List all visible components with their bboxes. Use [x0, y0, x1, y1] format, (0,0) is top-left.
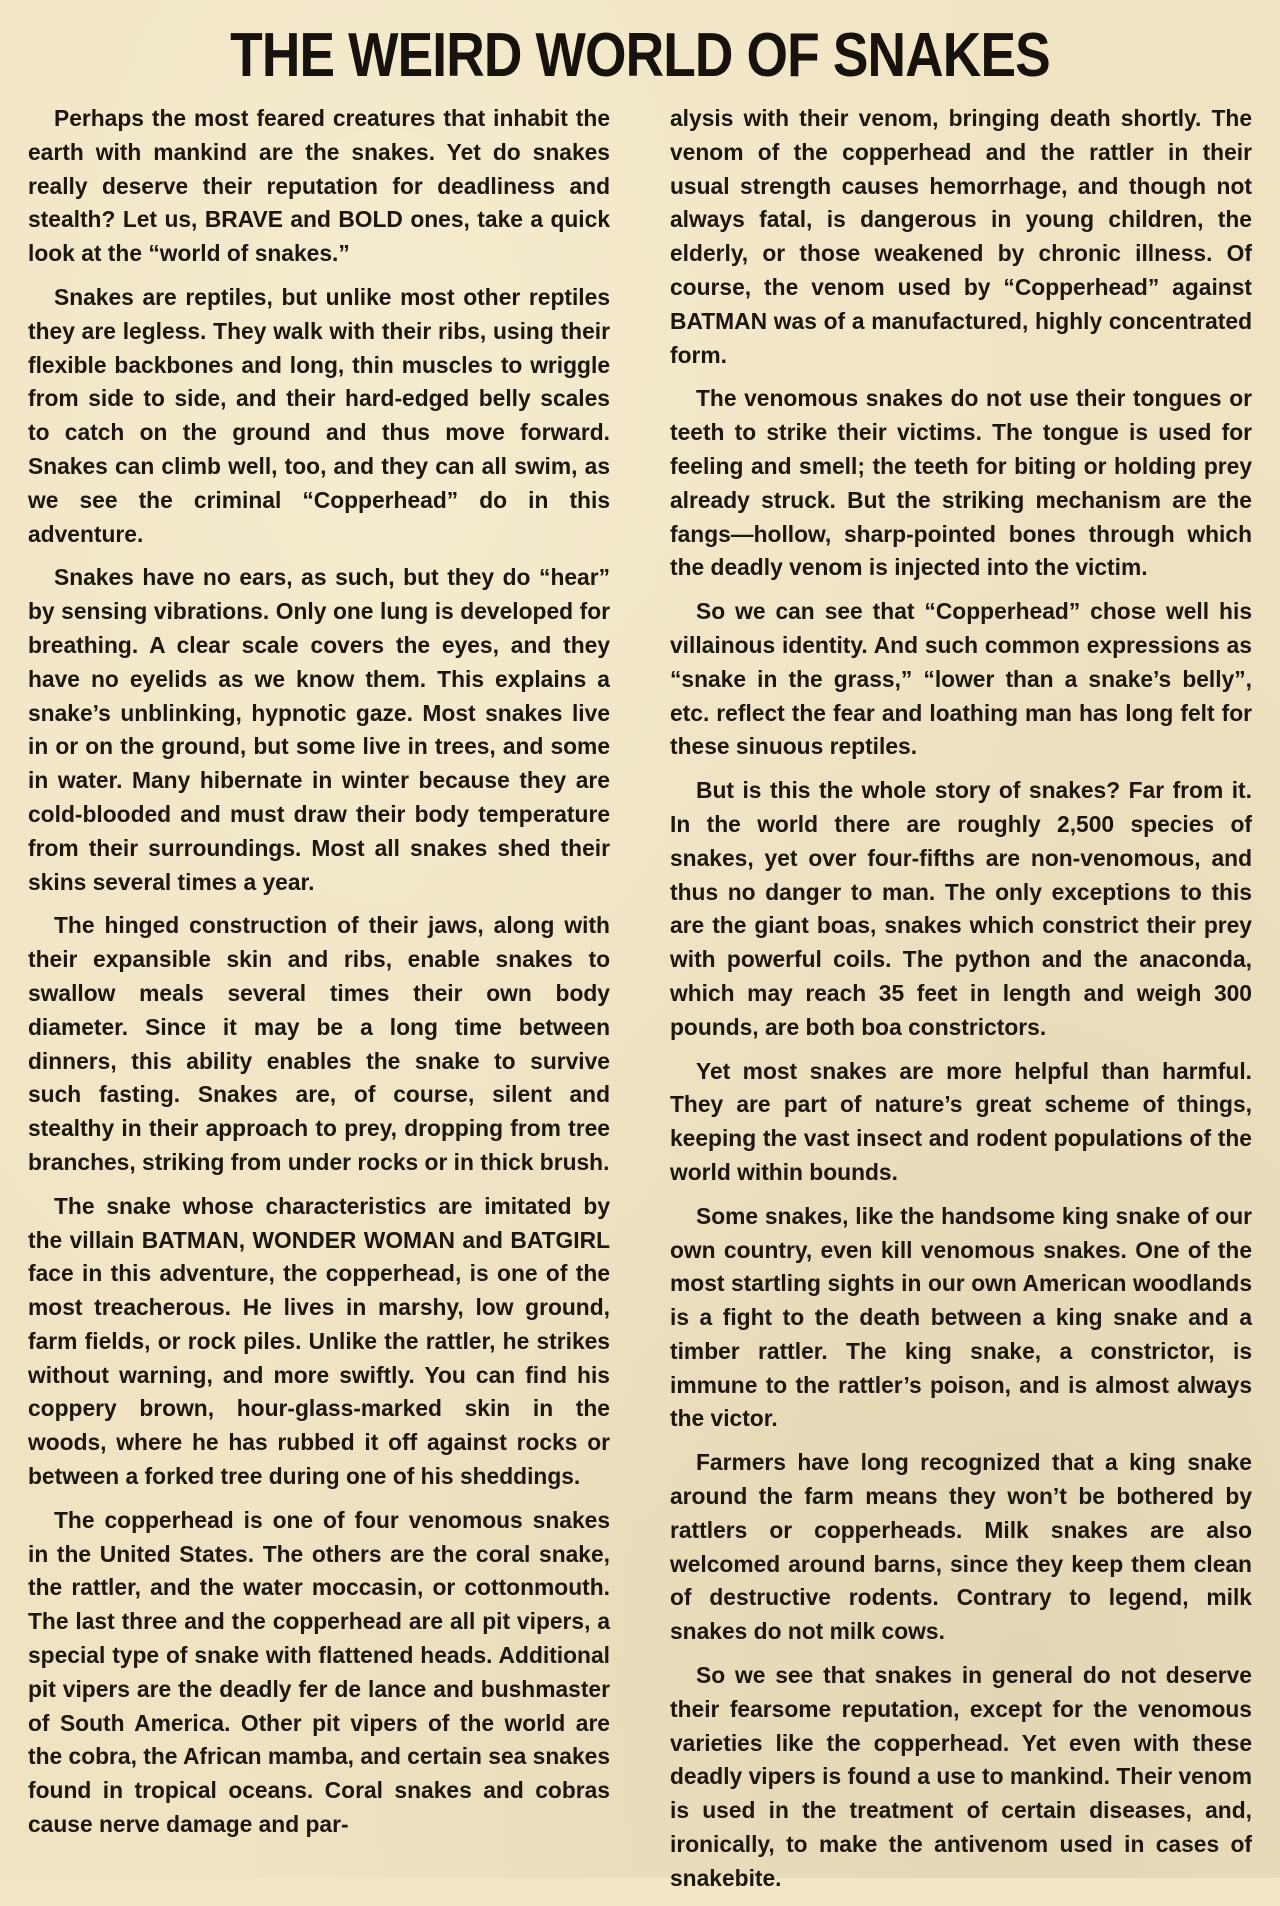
right-paragraph-4: But is this the whole story of snakes? Far from it. In the world there are roughly 2,500 species of snakes, yet over four-fifths are non-venomous, and thus no danger to man. The only exceptions to this are the giant boas, snakes which constrict their prey with powerful coils. The python and the anaconda, which may reach 35 feet in length and weigh 300 pounds, are both boa constrictors. — [670, 777, 1252, 1040]
emphasis-text: BATMAN, WONDER WOMAN — [141, 1226, 455, 1253]
text-run: Perhaps the most feared creatures that inhabit the earth with mankind are the snakes. Yet do snakes really deserve their reputation for deadliness and stealth? Let us, — [28, 105, 610, 233]
right-paragraph-8: So we see that snakes in general do not deserve their fearsome reputation, except for the venomous varieties like the copperhead. Yet even with these deadly vipers is found a use to mankind. Their venom is used in the treatment of certain diseases, and, ironically, to make the antivenom used in cases of snakebite. — [670, 1662, 1252, 1891]
article-title: THE WEIRD WORLD OF SNAKES — [230, 21, 1050, 90]
text-run: was of a manufactured, highly concentrated form. — [670, 307, 1252, 368]
right-paragraph-6: Some snakes, like the handsome king snake of our own country, even kill venomous snakes. One of the most startling sights in our own American woodlands is a fight to the death between a king snake and a timber rattler. The king snake, a constrictor, is immune to the rattler’s poison, and is almost always the victor. — [670, 1202, 1252, 1432]
article-columns — [28, 102, 1252, 1906]
right-column — [670, 102, 1252, 1906]
text-run: ones, take a quick look at the “world of snakes.” — [28, 206, 610, 267]
left-paragraph-6: The copperhead is one of four venomous snakes in the United States. The others are the coral snake, the rattler, and the water moccasin, or cottonmouth. The last three and the copperhead are all pit vipers, a special type of snake with flattened heads. Additional pit vipers are the deadly fer de lance and bushmaster of South America. Other pit vipers of the world are the cobra, the African mamba, and certain sea snakes found in tropical oceans. Coral snakes and cobras cause nerve damage and par- — [28, 1506, 610, 1838]
left-paragraph-1 — [28, 102, 610, 271]
right-paragraph-2: The venomous snakes do not use their tongues or teeth to strike their victims. The tongue is used for feeling and smell; the teeth for biting or holding prey already struck. But the striking mechanism are the fangs—hollow, sharp-pointed bones through which the deadly venom is injected into the victim. — [670, 385, 1252, 581]
right-paragraph-1 — [670, 102, 1252, 372]
text-run: and — [454, 1226, 511, 1253]
emphasis-text: BATGIRL — [510, 1226, 611, 1253]
right-paragraph-3: So we can see that “Copperhead” chose well his villainous identity. And such common expressions as “snake in the grass,” “lower than a snake’s belly”, etc. reflect the fear and loathing man has long felt for these sinuous reptiles. — [670, 598, 1252, 760]
left-column — [28, 102, 610, 1906]
emphasis-text: BATMAN — [670, 307, 768, 334]
left-paragraph-5 — [28, 1190, 610, 1494]
left-paragraph-3: Snakes have no ears, as such, but they do “hear” by sensing vibrations. Only one lung is developed for breathing. A clear scale covers the eyes, and they have no eyelids as we know them. This explains a snake’s unblinking, hypnotic gaze. Most snakes live in or on the ground, but some live in trees, and some in water. Many hibernate in winter because they are cold-blooded and must draw their body temperature from their surroundings. Most all snakes shed their skins several times a year. — [28, 564, 610, 895]
right-paragraph-7: Farmers have long recognized that a king snake around the farm means they won’t be bothered by rattlers or copperheads. Milk snakes are also welcomed around barns, since they keep them clean of destructive rodents. Contrary to legend, milk snakes do not milk cows. — [670, 1449, 1252, 1645]
left-paragraph-4: The hinged construction of their jaws, along with their expansible skin and ribs, enable snakes to swallow meals several times their own body diameter. Since it may be a long time between dinners, this ability enables the snake to survive such fasting. Snakes are, of course, silent and stealthy in their approach to prey, dropping from tree branches, striking from under rocks or in thick brush. — [28, 912, 610, 1175]
text-run: face in this adventure, the copperhead, is one of the most treacherous. He lives in marshy, low ground, farm fields, or rock piles. Unlike the rattler, he strikes without warning, and more swiftly. You can find his coppery brown, hour-glass-marked skin in the woods, where he has rubbed it off against rocks or between a forked tree during one of his sheddings. — [28, 1260, 610, 1490]
left-paragraph-2: Snakes are reptiles, but unlike most other reptiles they are legless. They walk with their ribs, using their flexible backbones and long, thin muscles to wriggle from side to side, and their hard-edged belly scales to catch on the ground and thus move forward. Snakes can climb well, too, and they can all swim, as we see the criminal “Copperhead” do in this adventure. — [28, 283, 610, 547]
right-paragraph-5: Yet most snakes are more helpful than harmful. They are part of nature’s great scheme of things, keeping the vast insect and rodent populations of the world within bounds. — [670, 1057, 1252, 1185]
text-run: alysis with their venom, bringing death shortly. The venom of the copperhead and the rattler in their usual strength causes hemorrhage, and though not always fatal, is dangerous in young children, the elderly, or those weakened by chronic illness. Of course, the venom used by “Copperhead” against — [670, 105, 1252, 300]
text-run: The snake whose characteristics are imitated by the villain — [28, 1192, 610, 1253]
emphasis-text: BRAVE and BOLD — [204, 206, 403, 233]
